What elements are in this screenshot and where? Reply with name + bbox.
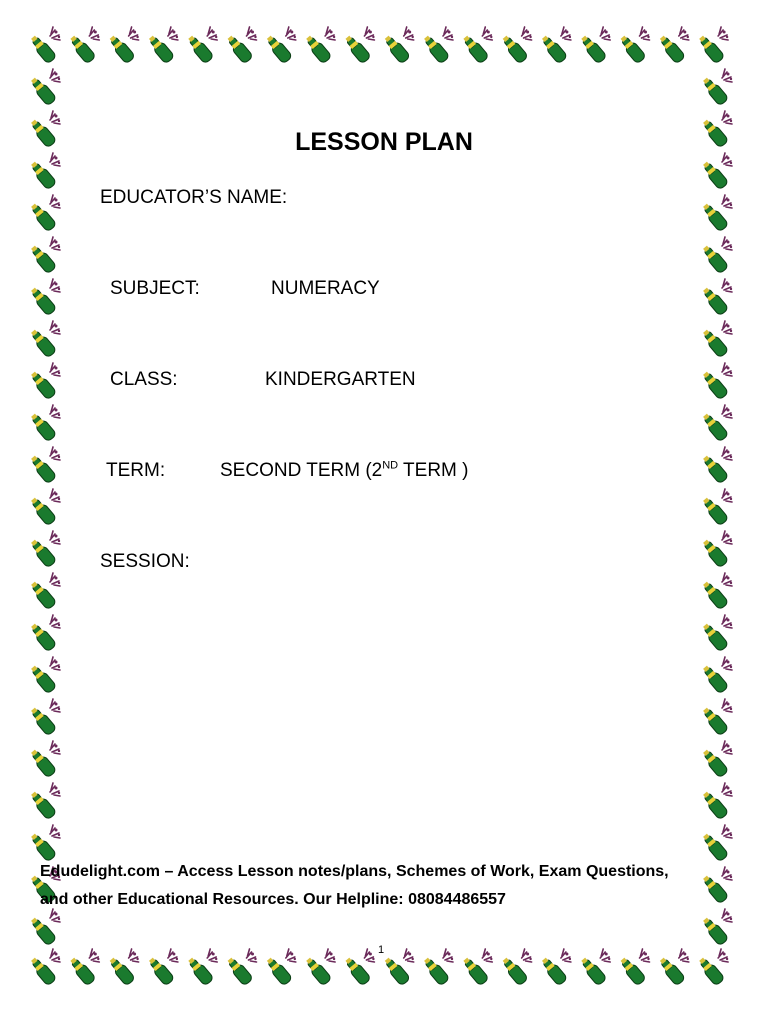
champagne-bottle-icon [186, 27, 218, 64]
champagne-bottle-icon [700, 363, 732, 400]
champagne-bottle-icon [500, 27, 532, 64]
champagne-bottle-icon [304, 27, 336, 64]
term-value-superscript: ND [382, 459, 399, 472]
subject-value: NUMERACY [271, 278, 380, 299]
champagne-bottle-icon [579, 27, 611, 64]
champagne-bottle-icon [28, 615, 60, 652]
champagne-bottle-icon [28, 657, 60, 694]
champagne-bottle-icon [618, 949, 650, 986]
champagne-bottle-icon [700, 447, 732, 484]
champagne-bottle-icon [28, 949, 60, 986]
champagne-bottle-icon [343, 949, 375, 986]
champagne-bottle-icon [700, 153, 732, 190]
champagne-bottle-icon [28, 573, 60, 610]
educator-name-label: EDUCATOR’S NAME: [100, 187, 288, 208]
champagne-bottle-icon [657, 949, 689, 986]
footer-line-2: and other Educational Resources. Our Helpline: 08084486557 [40, 891, 506, 908]
champagne-bottle-icon [28, 489, 60, 526]
champagne-bottle-icon [700, 657, 732, 694]
champagne-bottle-icon [28, 825, 60, 862]
champagne-bottle-icon [700, 237, 732, 274]
champagne-bottle-icon [697, 949, 729, 986]
champagne-bottle-icon [421, 949, 453, 986]
class-value: KINDERGARTEN [265, 369, 416, 390]
champagne-bottle-icon [700, 69, 732, 106]
champagne-bottle-icon [264, 27, 296, 64]
champagne-bottle-icon [700, 321, 732, 358]
champagne-bottle-icon [28, 909, 60, 946]
footer-line-1: Edudelight.com – Access Lesson notes/plans, Schemes of Work, Exam Questions, [40, 863, 669, 880]
class-label: CLASS: [110, 369, 178, 390]
champagne-bottle-icon [28, 405, 60, 442]
term-value-prefix: SECOND TERM (2 [220, 460, 383, 481]
champagne-bottle-icon [28, 783, 60, 820]
champagne-bottle-icon [28, 531, 60, 568]
champagne-bottle-icon [28, 69, 60, 106]
champagne-bottle-icon [700, 615, 732, 652]
champagne-bottle-icon [700, 867, 732, 904]
champagne-bottle-icon [382, 27, 414, 64]
session-label: SESSION: [100, 551, 190, 572]
champagne-bottle-icon [28, 195, 60, 232]
champagne-bottle-icon [700, 699, 732, 736]
champagne-bottle-icon [107, 27, 139, 64]
champagne-bottle-icon [28, 321, 60, 358]
champagne-bottle-icon [68, 27, 100, 64]
champagne-bottle-icon [697, 27, 729, 64]
champagne-bottle-icon [107, 949, 139, 986]
champagne-bottle-icon [28, 363, 60, 400]
champagne-bottle-icon [700, 279, 732, 316]
champagne-bottle-icon [700, 573, 732, 610]
champagne-bottle-icon [225, 27, 257, 64]
champagne-bottle-icon [657, 27, 689, 64]
champagne-bottle-icon [28, 27, 60, 64]
champagne-bottle-icon [421, 27, 453, 64]
champagne-bottle-icon [579, 949, 611, 986]
champagne-bottle-icon [700, 825, 732, 862]
champagne-bottle-icon [28, 741, 60, 778]
champagne-bottle-icon [700, 531, 732, 568]
champagne-bottle-icon [186, 949, 218, 986]
champagne-bottle-icon [539, 949, 571, 986]
champagne-bottle-icon [700, 909, 732, 946]
term-value [220, 461, 469, 480]
champagne-bottle-icon [28, 699, 60, 736]
champagne-bottle-icon [28, 237, 60, 274]
champagne-bottle-icon [146, 27, 178, 64]
champagne-bottle-icon [461, 27, 493, 64]
champagne-bottle-icon [28, 153, 60, 190]
champagne-bottle-icon [618, 27, 650, 64]
champagne-bottle-icon [28, 447, 60, 484]
champagne-bottle-icon [461, 949, 493, 986]
champagne-bottle-icon [382, 949, 414, 986]
champagne-bottle-icon [700, 741, 732, 778]
page-title: LESSON PLAN [295, 128, 473, 156]
champagne-bottle-icon [700, 195, 732, 232]
subject-label: SUBJECT: [110, 278, 200, 299]
champagne-bottle-icon [264, 949, 296, 986]
page-number: 1 [378, 944, 385, 956]
champagne-bottle-icon [343, 27, 375, 64]
champagne-bottle-icon [539, 27, 571, 64]
champagne-bottle-icon [28, 279, 60, 316]
champagne-bottle-icon [146, 949, 178, 986]
champagne-bottle-icon [225, 949, 257, 986]
champagne-bottle-icon [500, 949, 532, 986]
champagne-bottle-icon [700, 405, 732, 442]
champagne-bottle-icon [700, 489, 732, 526]
champagne-bottle-icon [304, 949, 336, 986]
term-value-suffix: TERM ) [398, 460, 469, 481]
champagne-bottle-icon [68, 949, 100, 986]
term-label: TERM: [106, 460, 166, 481]
champagne-bottle-icon [700, 783, 732, 820]
